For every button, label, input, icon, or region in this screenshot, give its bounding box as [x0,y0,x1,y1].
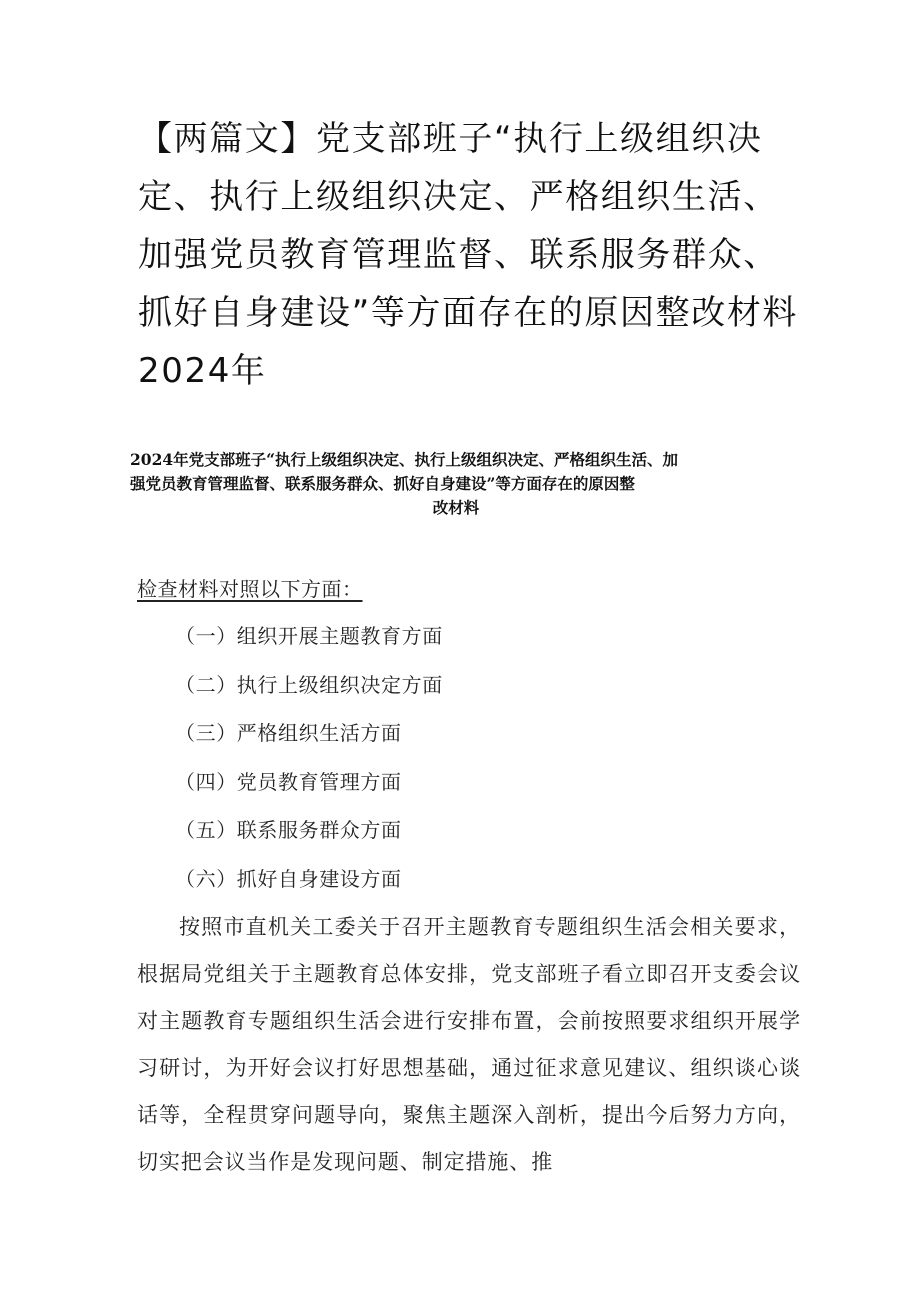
checklist-item: （六）抓好自身建设方面 [175,866,402,891]
document-subtitle [130,448,790,520]
checklist-item: （四）党员教育管理方面 [175,769,402,794]
checklist-item: （二）执行上级组织决定方面 [175,672,443,697]
body-paragraph: 按照市直机关工委关于召开主题教育专题组织生活会相关要求，根据局党组关于主题教育总体安排，党支部班子看立即召开支委会议对主题教育专题组织生活会进行安排布置，会前按照要求组织开展学习研讨，为开好会议打好思想基础，通过征求意见建议、组织谈心谈话等，全程贯穿问题导向，聚焦主题深入剖析，提出今后努力方向，切实把会议当作是发现问题、制定措施、推 [137,915,801,1174]
document-title: 【两篇文】党支部班子“执行上级组织决定、执行上级组织决定、严格组织生活、加强党员教育管理监督、联系服务群众、抓好自身建设”等方面存在的原因整改材料2024年 [138,119,799,391]
checklist-item: （三）严格组织生活方面 [175,721,402,746]
checklist-item: （五）联系服务群众方面 [175,818,402,843]
subtitle-line: 强党员教育管理监督、联系服务群众、抓好自身建设”等方面存在的原因整 [130,474,635,493]
subtitle-line: 改材料 [432,498,480,517]
subtitle-line: 2024年党支部班子“执行上级组织决定、执行上级组织决定、严格组织生活、加 [130,450,679,469]
checklist-item: （一）组织开展主题教育方面 [175,624,443,648]
checklist-heading: 检查材料对照以下方面： [137,577,363,601]
checklist [175,619,443,911]
